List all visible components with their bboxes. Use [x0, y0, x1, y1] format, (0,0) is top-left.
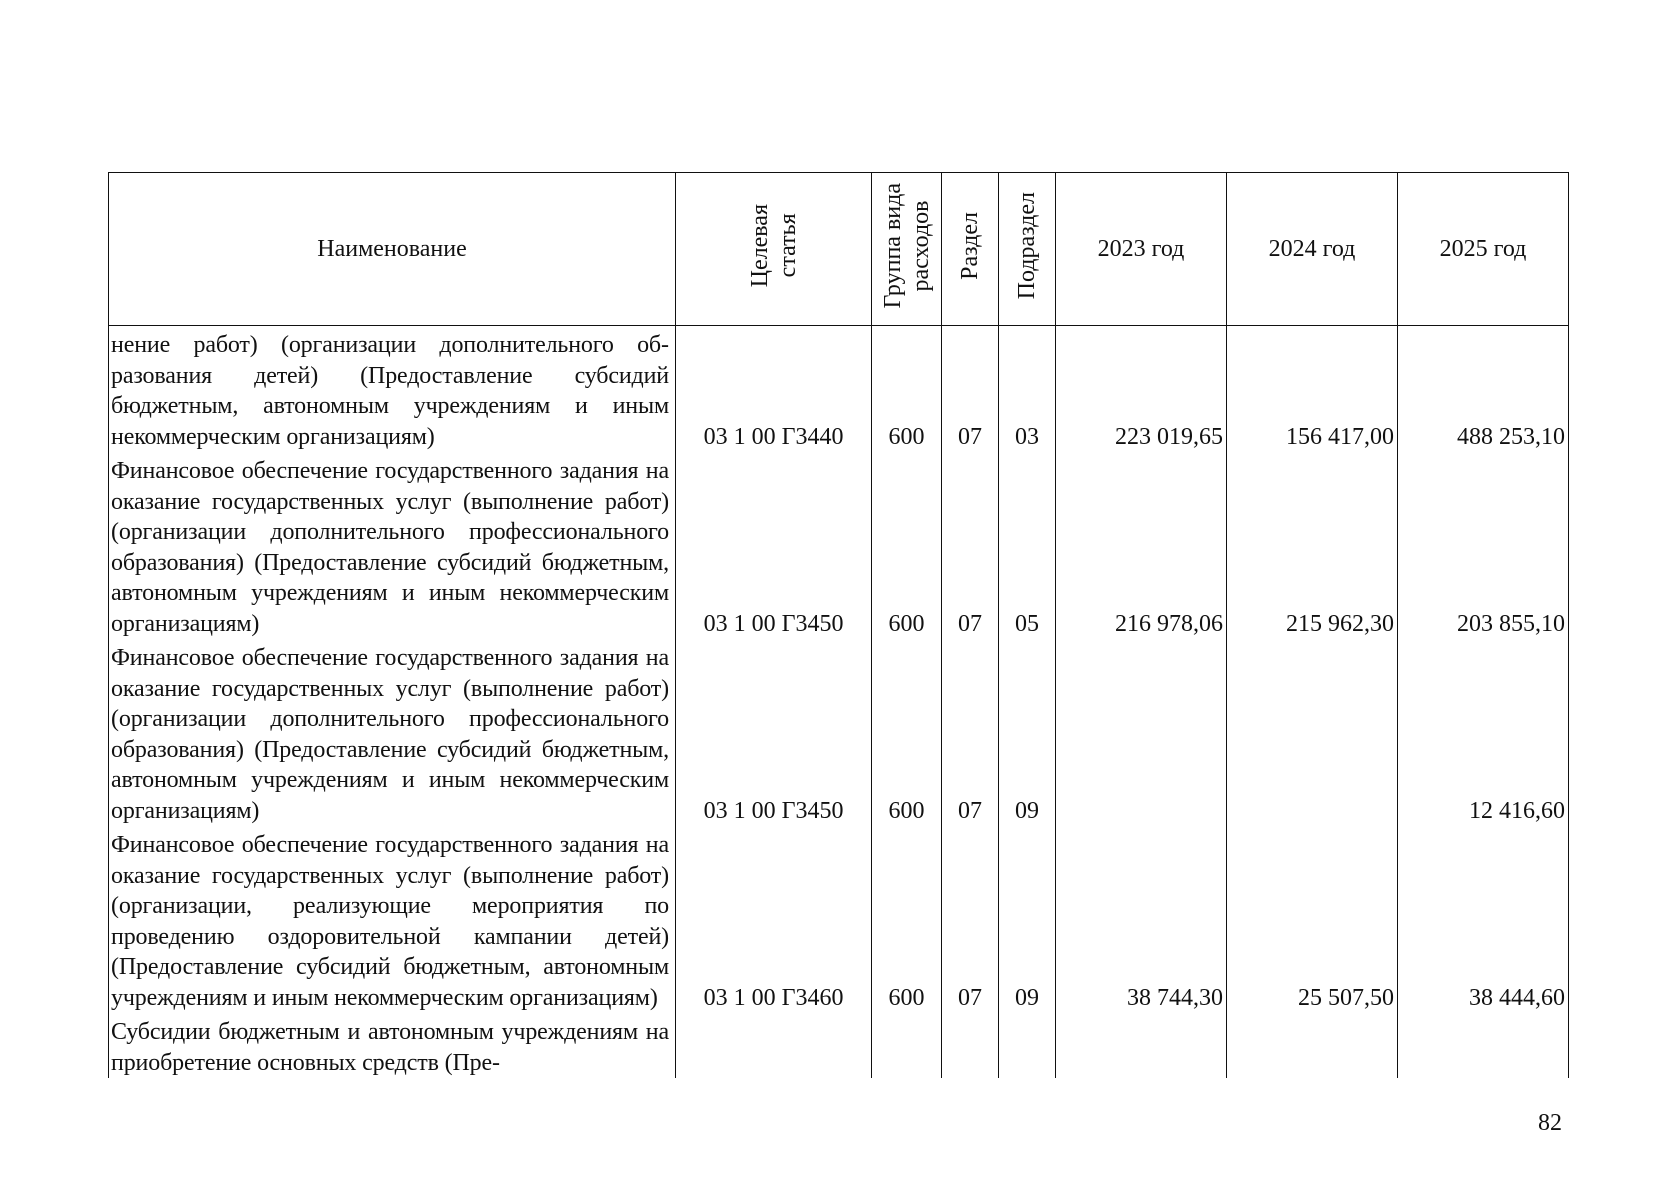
row-2023: 38 744,30 [1056, 826, 1227, 1013]
table-row-continuation [109, 1013, 1569, 1078]
row-subsection: 09 [999, 639, 1056, 826]
header-section [942, 173, 999, 326]
empty-cell [872, 1013, 942, 1078]
empty-cell [1056, 1013, 1227, 1078]
row-2023: 216 978,06 [1056, 452, 1227, 639]
row-2025: 488 253,10 [1398, 326, 1569, 453]
row-code: 03 1 00 Г3460 [676, 826, 872, 1013]
row-name: Финансовое обеспечение государственного задания на оказание государственных услуг (выполнение работ) (организации дополнительного профессионального образования) (Предоставление субсидий бюджетным, автономным учреждениям и иным некоммерческим организациям) [109, 452, 676, 639]
table-row [109, 326, 1569, 453]
row-2023 [1056, 639, 1227, 826]
table-row [109, 452, 1569, 639]
header-expense-group [872, 173, 942, 326]
header-2025: 2025 год [1398, 173, 1569, 326]
row-code: 03 1 00 Г3450 [676, 452, 872, 639]
row-2024: 25 507,50 [1227, 826, 1398, 1013]
row-2024: 215 962,30 [1227, 452, 1398, 639]
table-body [109, 326, 1569, 1079]
table-row [109, 826, 1569, 1013]
empty-cell [1398, 1013, 1569, 1078]
row-2025: 203 855,10 [1398, 452, 1569, 639]
row-2025: 38 444,60 [1398, 826, 1569, 1013]
row-section: 07 [942, 639, 999, 826]
empty-cell [1227, 1013, 1398, 1078]
row-2024: 156 417,00 [1227, 326, 1398, 453]
row-group: 600 [872, 326, 942, 453]
header-2023: 2023 год [1056, 173, 1227, 326]
row-name-continuation: Субсидии бюджетным и автономным учреждениям на приобретение основных средств (Пре- [109, 1013, 676, 1078]
row-subsection: 05 [999, 452, 1056, 639]
empty-cell [942, 1013, 999, 1078]
row-name: Финансовое обеспечение государственного задания на оказание государственных услуг (выполнение работ) (организации дополнительного профессионального образования) (Предоставление субсидий бюджетным, автономным учреждениям и иным некоммерческим организациям) [109, 639, 676, 826]
row-2024 [1227, 639, 1398, 826]
row-group: 600 [872, 639, 942, 826]
header-target-article [676, 173, 872, 326]
header-expense-group-label: Группа вида расходов [879, 182, 934, 309]
row-name: Финансовое обеспечение государственного задания на оказание государственных услуг (выполнение работ) (организации, реализующие мероприятия по проведению оздоровительной кампании детей) (Предоставление субсидий бюджетным, автономным учреждениям и иным некоммерческим организациям) [109, 826, 676, 1013]
row-name: нение работ) (организации дополнительного образования детей) (Предоставление субсидий бюджетным, автономным учреждениям и иным некоммерческим организациям) [109, 326, 676, 453]
empty-cell [676, 1013, 872, 1078]
row-group: 600 [872, 452, 942, 639]
table-header [109, 173, 1569, 326]
row-section: 07 [942, 826, 999, 1013]
row-2023: 223 019,65 [1056, 326, 1227, 453]
row-code: 03 1 00 Г3450 [676, 639, 872, 826]
row-subsection: 09 [999, 826, 1056, 1013]
row-group: 600 [872, 826, 942, 1013]
page-number: 82 [1538, 1110, 1562, 1136]
row-2025: 12 416,60 [1398, 639, 1569, 826]
header-target-article-label: Целевая статья [746, 203, 801, 288]
table-row [109, 639, 1569, 826]
row-section: 07 [942, 452, 999, 639]
header-section-label: Раздел [957, 211, 983, 280]
budget-table [108, 172, 1569, 1078]
row-section: 07 [942, 326, 999, 453]
header-subsection-label: Подраздел [1014, 191, 1040, 300]
row-code: 03 1 00 Г3440 [676, 326, 872, 453]
header-2024: 2024 год [1227, 173, 1398, 326]
row-subsection: 03 [999, 326, 1056, 453]
header-subsection [999, 173, 1056, 326]
header-name: Наименование [109, 173, 676, 326]
empty-cell [999, 1013, 1056, 1078]
